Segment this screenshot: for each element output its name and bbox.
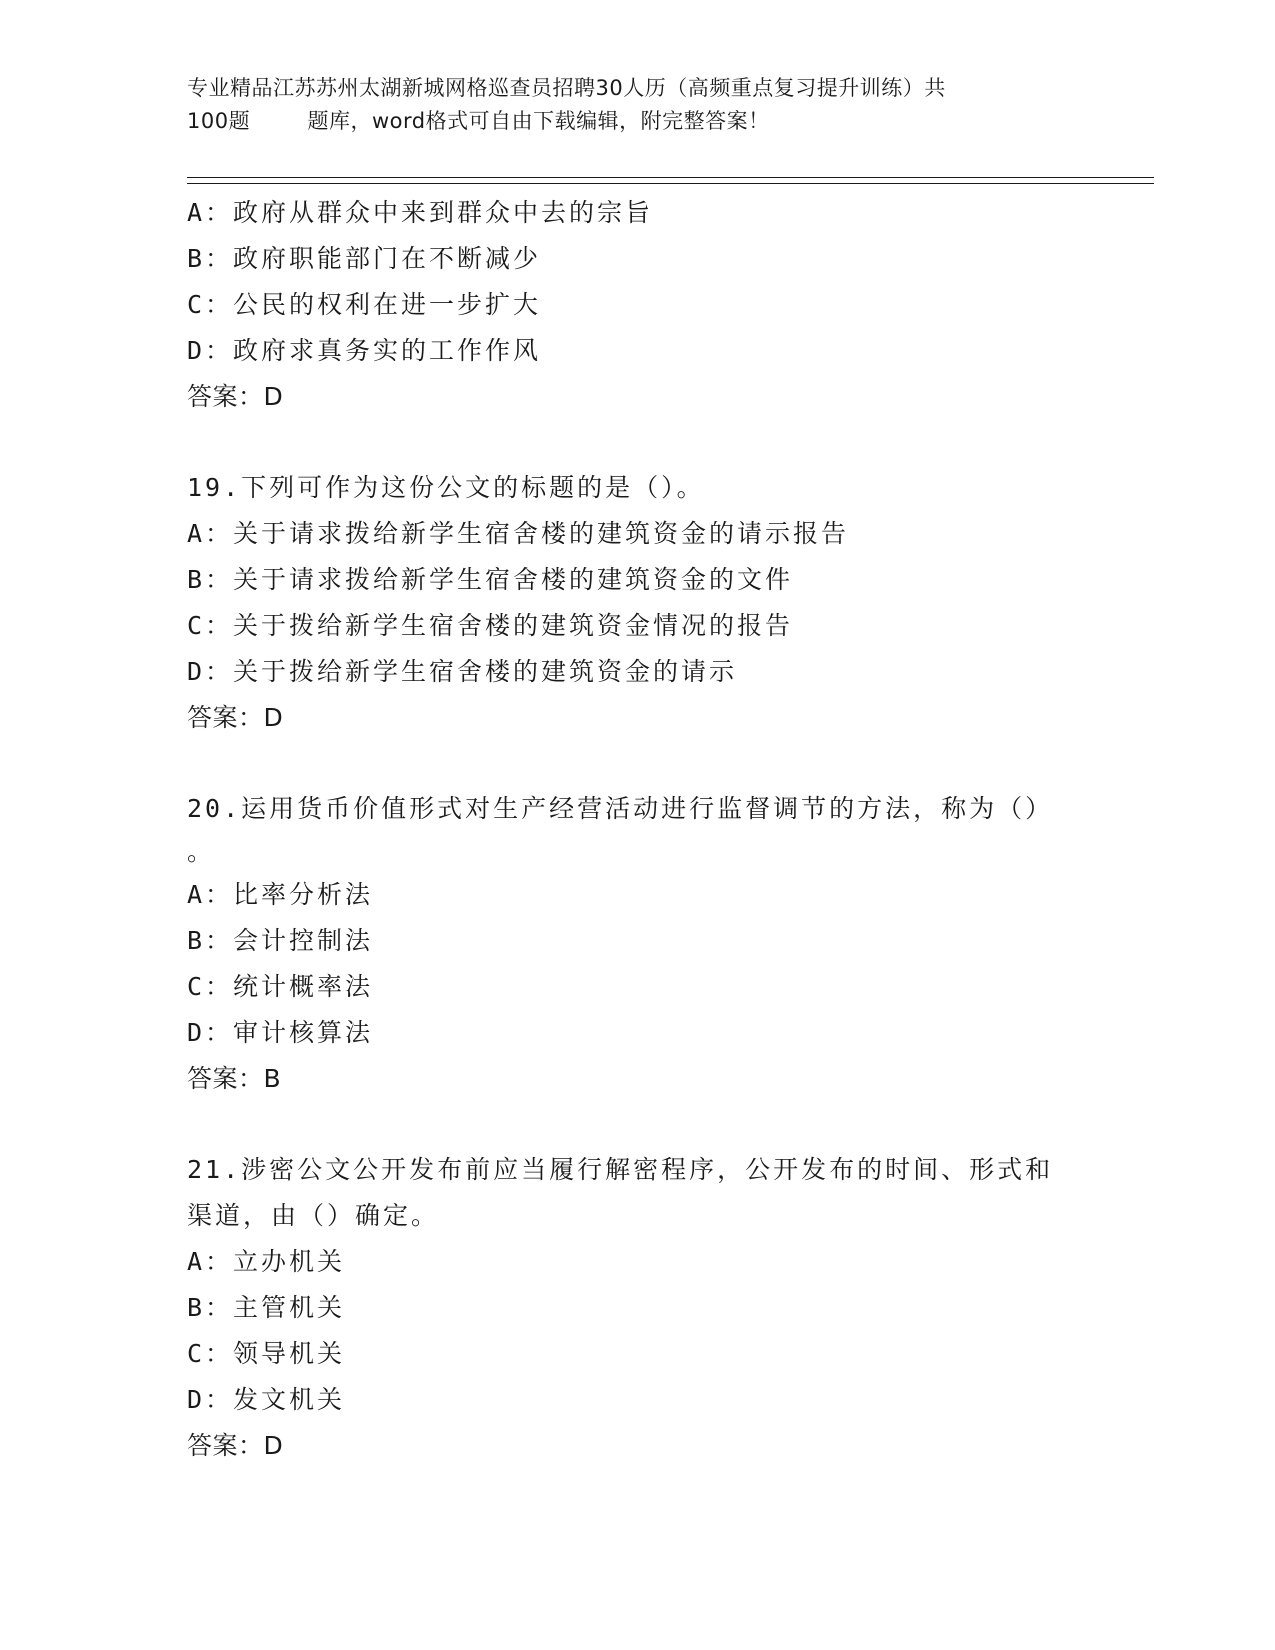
option-a: A：立办机关 xyxy=(187,1247,346,1276)
option-b: B：政府职能部门在不断减少 xyxy=(187,244,542,273)
spacer xyxy=(187,741,1087,786)
option-b: B：主管机关 xyxy=(187,1293,346,1322)
option-d: D：关于拨给新学生宿舍楼的建筑资金的请示 xyxy=(187,657,738,686)
option-c: C：关于拨给新学生宿舍楼的建筑资金情况的报告 xyxy=(187,611,794,640)
question-stem: 21.涉密公文公开发布前应当履行解密程序，公开发布的时间、形式和 xyxy=(187,1155,1054,1184)
question-stem-continued: 。 xyxy=(187,837,216,866)
option-c: C：统计概率法 xyxy=(187,972,374,1001)
question-20 xyxy=(187,786,1087,1102)
option-c: C：领导机关 xyxy=(187,1339,346,1368)
option-b: B：会计控制法 xyxy=(187,926,374,955)
header-divider-bottom xyxy=(187,183,1154,184)
option-a: A：关于请求拨给新学生宿舍楼的建筑资金的请示报告 xyxy=(187,519,850,548)
question-21 xyxy=(187,1147,1087,1469)
question-list xyxy=(187,190,1087,1469)
question-stem: 19.下列可作为这份公文的标题的是（）。 xyxy=(187,473,705,502)
option-a: A：比率分析法 xyxy=(187,880,374,909)
option-d: D：审计核算法 xyxy=(187,1018,374,1047)
header-divider-top xyxy=(187,177,1154,178)
option-b: B：关于请求拨给新学生宿舍楼的建筑资金的文件 xyxy=(187,565,794,594)
header-title-line-1: 专业精品江苏苏州太湖新城网格巡查员招聘30人历（高频重点复习提升训练）共 xyxy=(187,76,946,100)
option-d: D：政府求真务实的工作作风 xyxy=(187,336,542,365)
question-stem: 20.运用货币价值形式对生产经营活动进行监督调节的方法，称为（） xyxy=(187,794,1054,823)
spacer xyxy=(187,420,1087,465)
document-header xyxy=(187,72,1087,138)
question-stem-continued: 渠道，由（）确定。 xyxy=(187,1201,440,1230)
answer-line: 答案：D xyxy=(187,703,284,732)
question-19 xyxy=(187,465,1087,741)
option-a: A：政府从群众中来到群众中去的宗旨 xyxy=(187,198,654,227)
answer-line: 答案：D xyxy=(187,382,284,411)
answer-line: 答案：D xyxy=(187,1431,284,1460)
option-c: C：公民的权利在进一步扩大 xyxy=(187,290,542,319)
answer-line: 答案：B xyxy=(187,1064,282,1093)
spacer xyxy=(187,1102,1087,1147)
header-title-line-2: 100题 题库，word格式可自由下载编辑，附完整答案！ xyxy=(187,109,770,133)
option-d: D：发文机关 xyxy=(187,1385,346,1414)
question-18 xyxy=(187,190,1087,420)
